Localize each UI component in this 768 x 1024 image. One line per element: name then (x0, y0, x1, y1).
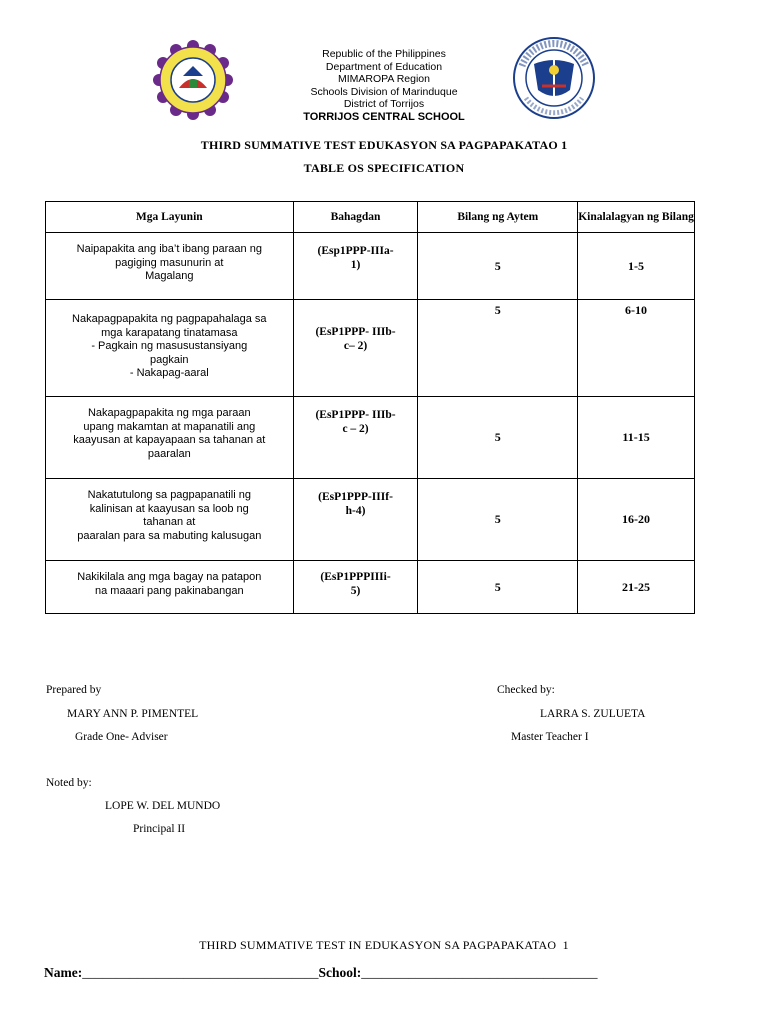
letterhead (250, 48, 518, 123)
checked-by-title: Master Teacher I (511, 731, 589, 743)
item-placement-cell: 6-10 (578, 300, 695, 397)
school-name: TORRIJOS CENTRAL SCHOOL (303, 110, 465, 123)
letterhead-line: Department of Education (325, 60, 443, 73)
noted-by-name: LOPE W. DEL MUNDO (105, 800, 221, 812)
item-count-cell: 5 (418, 397, 578, 479)
deped-seal-logo (512, 36, 596, 120)
prepared-by-title: Grade One- Adviser (75, 731, 168, 743)
objective-cell: Nakikilala ang mga bagay na patapon na maaari pang pakinabangan (46, 561, 294, 614)
col-header-item-placement: Kinalalagyan ng Bilang (578, 202, 695, 233)
table-row (46, 479, 695, 561)
noted-by-title: Principal II (133, 823, 186, 835)
school-blank-field[interactable]: ___________________________________ (361, 965, 598, 980)
test-title: THIRD SUMMATIVE TEST EDUKASYON SA PAGPAPAKATAO 1 (200, 138, 568, 152)
letterhead-line: MIMAROPA Region (337, 73, 430, 85)
item-count-cell: 5 (418, 479, 578, 561)
name-school-line (44, 965, 598, 981)
letterhead-line: District of Torrijos (343, 98, 425, 110)
item-count-cell: 5 (418, 233, 578, 300)
prepared-by-name: MARY ANN P. PIMENTEL (67, 708, 199, 720)
table-row (46, 397, 695, 479)
table-row (46, 233, 695, 300)
table-row (46, 561, 695, 614)
item-count-cell: 5 (418, 561, 578, 614)
item-placement-cell: 11-15 (578, 397, 695, 479)
table-title: TABLE OS SPECIFICATION (303, 161, 465, 175)
competency-code-cell: (Esp1PPP-IIIa- 1) (293, 233, 418, 300)
name-label: Name: (44, 965, 83, 980)
col-header-item-count: Bilang ng Aytem (418, 202, 578, 233)
test-header: THIRD SUMMATIVE TEST IN EDUKASYON SA PAGPAPAKATAO 1 (199, 938, 569, 952)
item-placement-cell: 1-5 (578, 233, 695, 300)
noted-by-label: Noted by: (46, 777, 92, 789)
name-blank-field[interactable]: ___________________________________ (82, 965, 319, 980)
letterhead-line: Republic of the Philippines (322, 48, 446, 60)
competency-code-cell: (EsP1PPP-IIIf- h-4) (293, 479, 418, 561)
col-header-percentage: Bahagdan (293, 202, 418, 233)
col-header-objectives: Mga Layunin (46, 202, 294, 233)
objective-cell: Nakatutulong sa pagpapanatili ng kalinisan at kaayusan sa loob ng tahanan at paaralan para sa mabuting kalusugan (46, 479, 294, 561)
checked-by-label: Checked by: (497, 684, 555, 696)
specification-table (45, 201, 695, 614)
competency-code-cell: (EsP1PPP- IIIb- c– 2) (293, 300, 418, 397)
table-header-row (46, 202, 695, 233)
item-placement-cell: 21-25 (578, 561, 695, 614)
objective-cell: Nakapagpapakita ng mga paraan upang makamtan at mapanatili ang kaayusan at kapayapaan sa tahanan at paaralan (46, 397, 294, 479)
prepared-by-label: Prepared by (46, 684, 102, 696)
checked-by-name: LARRA S. ZULUETA (540, 708, 646, 720)
item-placement-cell: 16-20 (578, 479, 695, 561)
competency-code-cell: (EsP1PPPIIIi- 5) (293, 561, 418, 614)
item-count-cell: 5 (418, 300, 578, 397)
objective-cell: Nakapagpapakita ng pagpapahalaga sa mga karapatang tinatamasa - Pagkain ng masusustansiyang pagkain - Nakapag-aaral (46, 300, 294, 397)
table-row (46, 300, 695, 397)
objective-cell: Naipapakita ang iba’t ibang paraan ng pagiging masunurin at Magalang (46, 233, 294, 300)
letterhead-line: Schools Division of Marinduque (310, 85, 458, 98)
school-seal-logo (153, 40, 233, 120)
competency-code-cell: (EsP1PPP- IIIb- c – 2) (293, 397, 418, 479)
school-label: School: (318, 965, 362, 980)
